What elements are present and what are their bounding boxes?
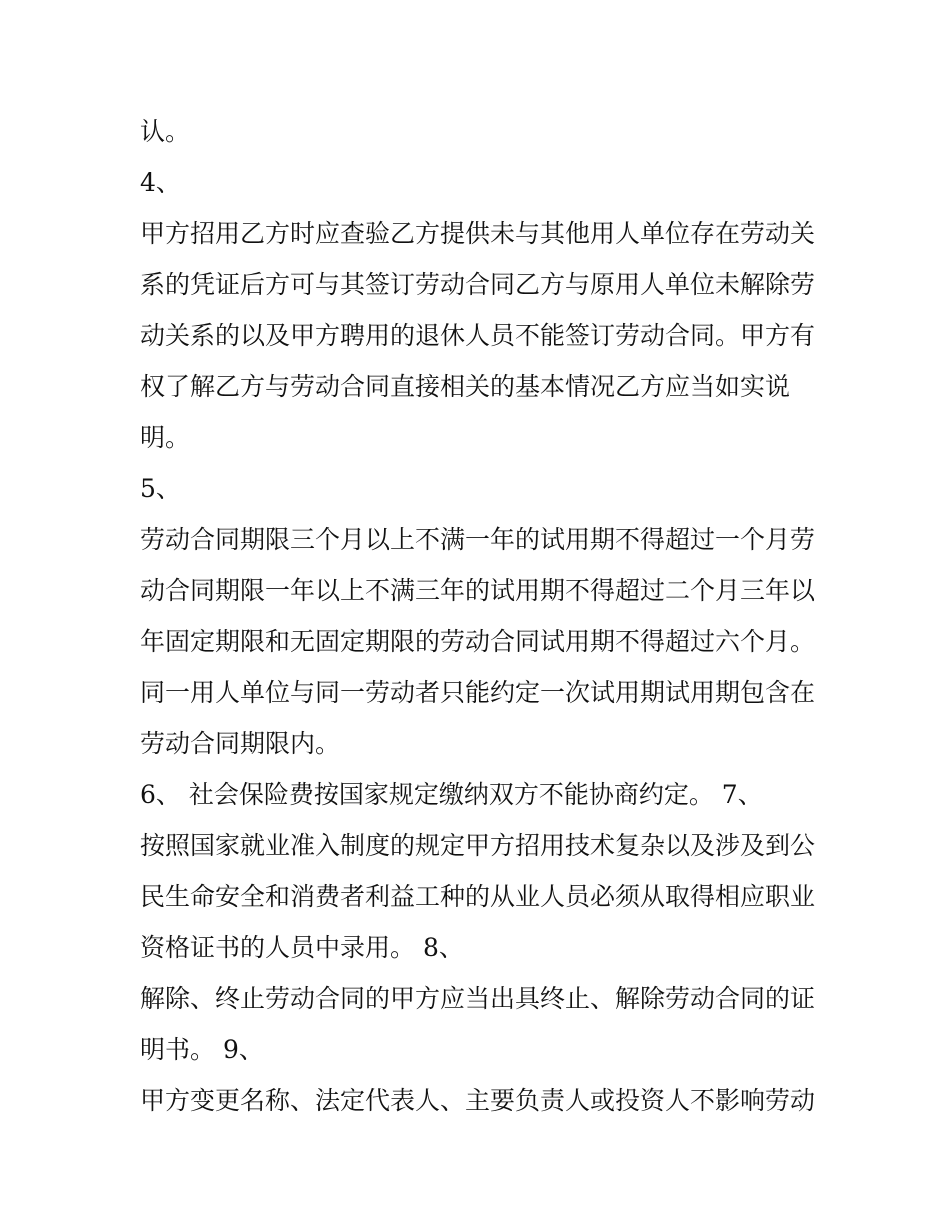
text-line: 甲方变更名称、法定代表人、主要负责人或投资人不影响劳动	[140, 1086, 815, 1115]
text-line: 民生命安全和消费者利益工种的从业人员必须从取得相应职业	[140, 882, 815, 911]
text-line: 动合同期限一年以上不满三年的试用期不得超过二个月三年以	[140, 576, 815, 605]
text-line: 劳动合同期限内。	[140, 729, 341, 758]
text-line: 年固定期限和无固定期限的劳动合同试用期不得超过六个月。	[140, 627, 815, 656]
text-line: 明书。 9、	[140, 1035, 264, 1064]
text-line: 劳动合同期限三个月以上不满一年的试用期不得超过一个月劳	[140, 525, 815, 554]
text-line: 6、 社会保险费按国家规定缴纳双方不能协商约定。 7、	[140, 780, 763, 809]
text-line: 资格证书的人员中录用。 8、	[140, 933, 464, 962]
text-line: 动关系的以及甲方聘用的退休人员不能签订劳动合同。甲方有	[140, 321, 815, 350]
text-line: 甲方招用乙方时应查验乙方提供未与其他用人单位存在劳动关	[140, 219, 815, 248]
clause-number: 5、	[140, 474, 181, 503]
text-line: 系的凭证后方可与其签订劳动合同乙方与原用人单位未解除劳	[140, 270, 815, 299]
text-line: 解除、终止劳动合同的甲方应当出具终止、解除劳动合同的证	[140, 984, 815, 1013]
text-line: 按照国家就业准入制度的规定甲方招用技术复杂以及涉及到公	[140, 831, 815, 860]
clause-number: 4、	[140, 168, 181, 197]
text-line: 权了解乙方与劳动合同直接相关的基本情况乙方应当如实说	[140, 372, 791, 401]
text-line: 同一用人单位与同一劳动者只能约定一次试用期试用期包含在	[140, 678, 815, 707]
text-line: 明。	[140, 423, 191, 452]
text-line: 认。	[140, 117, 191, 146]
